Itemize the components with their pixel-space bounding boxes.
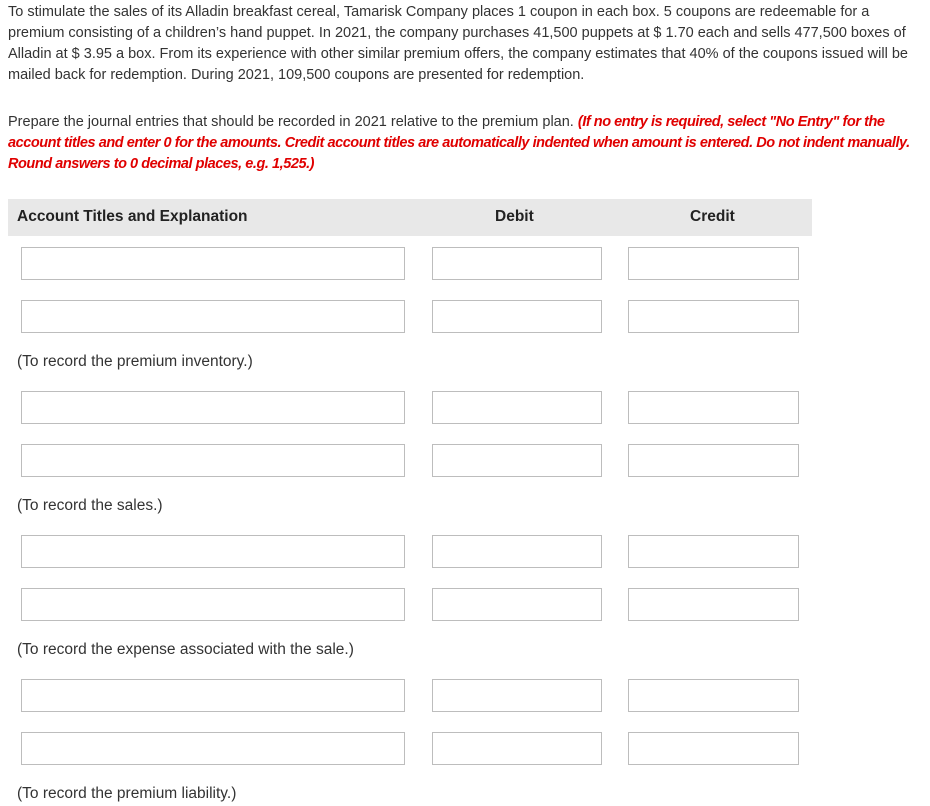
- entry-1-caption: (To record the premium inventory.): [17, 353, 253, 370]
- entry-4-row-2-debit-field[interactable]: [432, 732, 602, 765]
- entry-1-row-2-account-field[interactable]: [21, 300, 405, 333]
- entry-4-row-2-account-field[interactable]: [21, 732, 405, 765]
- problem-statement: To stimulate the sales of its Alladin breakfast cereal, Tamarisk Company places 1 coupon in each box. 5 coupons are redeemable for a premium consisting of a children’s hand puppet. In 2021, the company purchases 41,500 puppets at $ 1.70 each and sells 477,500 boxes of Alladin at $ 3.95 a box. From its experience with other similar premium offers, the company estimates that 40% of the coupons issued will be mailed back for redemption. During 2021, 109,500 coupons are presented for redemption.: [8, 4, 908, 83]
- entry-1-row-1-debit-field[interactable]: [432, 247, 602, 280]
- header-credit: Credit: [690, 208, 735, 225]
- entry-4-caption: (To record the premium liability.): [17, 785, 237, 802]
- entry-1-row-2-credit-field[interactable]: [628, 300, 799, 333]
- entry-2-caption: (To record the sales.): [17, 497, 163, 514]
- entry-3-caption: (To record the expense associated with the sale.): [17, 641, 354, 658]
- journal-table-header: [8, 199, 812, 236]
- entry-1-row-2-debit-field[interactable]: [432, 300, 602, 333]
- entry-4-row-1-account-field[interactable]: [21, 679, 405, 712]
- entry-2-row-2-account-field[interactable]: [21, 444, 405, 477]
- instructions-note: (If no entry is required, select "No Entry" for the account titles and enter 0 for the amounts. Credit account titles are automatically indented when amount is entered. Do not indent manually. Round answers to 0 decimal places, e.g. 1,525.): [8, 114, 910, 172]
- entry-1-row-1-credit-field[interactable]: [628, 247, 799, 280]
- header-account-titles: Account Titles and Explanation: [17, 208, 248, 225]
- entry-3-row-1-credit-field[interactable]: [628, 535, 799, 568]
- entry-2-row-2-debit-field[interactable]: [432, 444, 602, 477]
- entry-2-row-1-account-field[interactable]: [21, 391, 405, 424]
- entry-3-row-1-debit-field[interactable]: [432, 535, 602, 568]
- entry-3-row-1-account-field[interactable]: [21, 535, 405, 568]
- entry-2-row-1-credit-field[interactable]: [628, 391, 799, 424]
- entry-3-row-2-debit-field[interactable]: [432, 588, 602, 621]
- entry-4-row-1-credit-field[interactable]: [628, 679, 799, 712]
- entry-1-row-1-account-field[interactable]: [21, 247, 405, 280]
- header-debit: Debit: [495, 208, 534, 225]
- instructions-prompt: Prepare the journal entries that should be recorded in 2021 relative to the premium plan.: [8, 114, 578, 130]
- entry-3-row-2-credit-field[interactable]: [628, 588, 799, 621]
- entry-3-row-2-account-field[interactable]: [21, 588, 405, 621]
- instructions: [8, 112, 920, 175]
- entry-2-row-1-debit-field[interactable]: [432, 391, 602, 424]
- entry-4-row-1-debit-field[interactable]: [432, 679, 602, 712]
- entry-4-row-2-credit-field[interactable]: [628, 732, 799, 765]
- entry-2-row-2-credit-field[interactable]: [628, 444, 799, 477]
